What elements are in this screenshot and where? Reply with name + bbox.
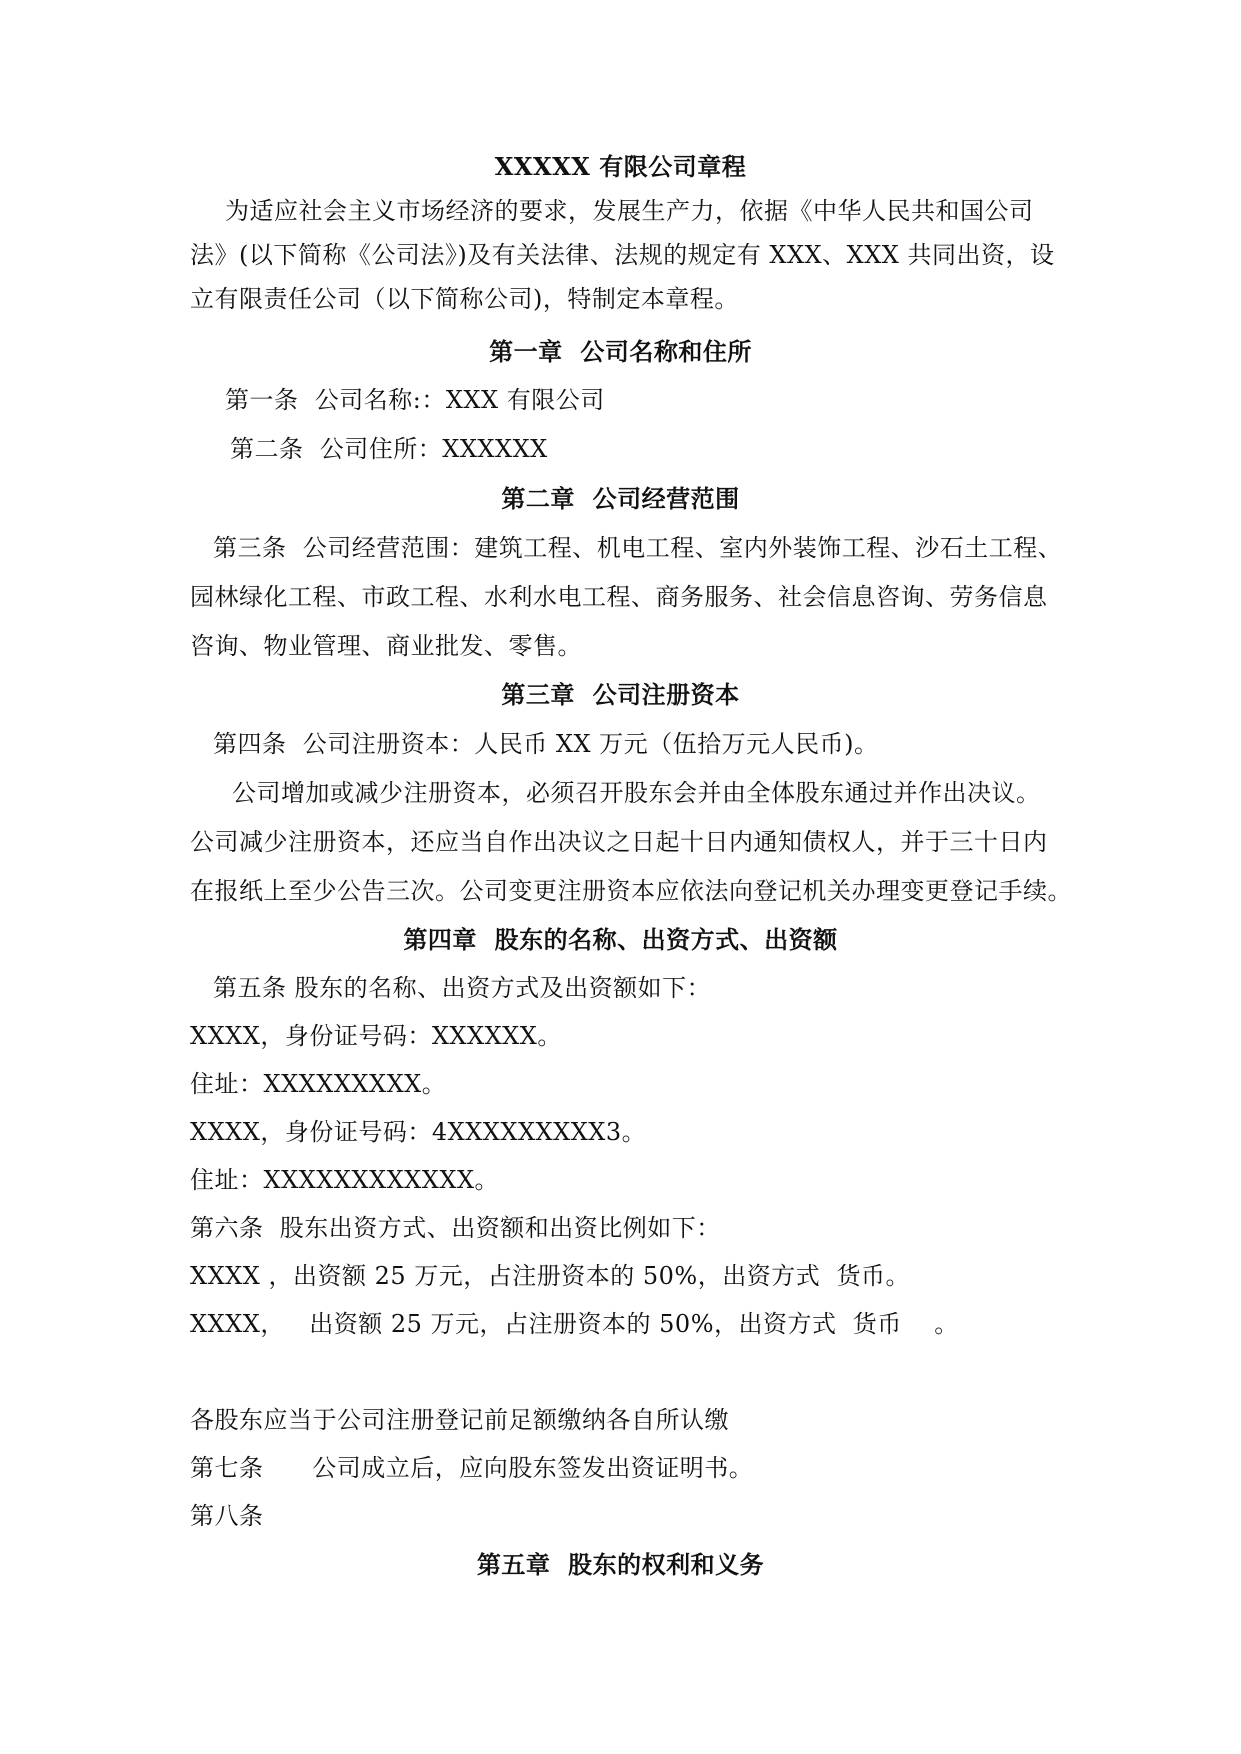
shareholder-1-id: XXXX，身份证号码：XXXXXX。 (190, 1022, 562, 1050)
article-3-line-2: 园林绿化工程、市政工程、水利水电工程、商务服务、社会信息咨询、劳务信息 (190, 583, 1048, 611)
preamble-line-3: 立有限责任公司（以下简称公司)，特制定本章程。 (190, 285, 739, 313)
chapter-3-heading: 第三章 公司注册资本 (501, 681, 740, 709)
article-4: 第四条 公司注册资本：人民币 XX 万元（伍拾万元人民币)。 (213, 730, 879, 758)
capital-para-line-2: 公司减少注册资本，还应当自作出决议之日起十日内通知债权人，并于三十日内 (190, 828, 1048, 856)
article-1: 第一条 公司名称:：XXX 有限公司 (225, 386, 605, 414)
contribution-1: XXXX ，出资额 25 万元，占注册资本的 50%，出资方式 货币。 (190, 1262, 910, 1290)
chapter-5-heading: 第五章 股东的权利和义务 (476, 1551, 765, 1579)
article-3-line-3: 咨询、物业管理、商业批发、零售。 (190, 632, 582, 660)
payment-note: 各股东应当于公司注册登记前足额缴纳各自所认缴 (190, 1406, 729, 1434)
preamble-line-2: 法》(以下简称《公司法》)及有关法律、法规的规定有 XXX、XXX 共同出资，设 (190, 241, 1055, 269)
article-5: 第五条 股东的名称、出资方式及出资额如下： (213, 974, 712, 1002)
contribution-2: XXXX， 出资额 25 万元，占注册资本的 50%，出资方式 货币 。 (190, 1310, 959, 1338)
capital-para-line-1: 公司增加或减少注册资本，必须召开股东会并由全体股东通过并作出决议。 (232, 779, 1041, 807)
document-title: XXXXX 有限公司章程 (494, 152, 747, 181)
article-7: 第七条 公司成立后，应向股东签发出资证明书。 (190, 1454, 754, 1482)
chapter-1-heading: 第一章 公司名称和住所 (489, 338, 752, 366)
article-2: 第二条 公司住所：XXXXXX (230, 435, 548, 463)
chapter-2-heading: 第二章 公司经营范围 (501, 485, 740, 513)
article-8: 第八条 (190, 1502, 264, 1530)
preamble-line-1: 为适应社会主义市场经济的要求，发展生产力，依据《中华人民共和国公司 (225, 197, 1034, 225)
article-3-line-1: 第三条 公司经营范围：建筑工程、机电工程、室内外装饰工程、沙石土工程、 (213, 534, 1063, 562)
chapter-4-heading: 第四章 股东的名称、出资方式、出资额 (403, 926, 838, 954)
shareholder-2-address: 住址：XXXXXXXXXXXX。 (190, 1166, 500, 1194)
capital-para-line-3: 在报纸上至少公告三次。公司变更注册资本应依法向登记机关办理变更登记手续。 (190, 877, 1072, 905)
article-6: 第六条 股东出资方式、出资额和出资比例如下： (190, 1214, 721, 1242)
shareholder-1-address: 住址：XXXXXXXXX。 (190, 1070, 447, 1098)
shareholder-2-id: XXXX，身份证号码：4XXXXXXXXX3。 (190, 1118, 647, 1146)
